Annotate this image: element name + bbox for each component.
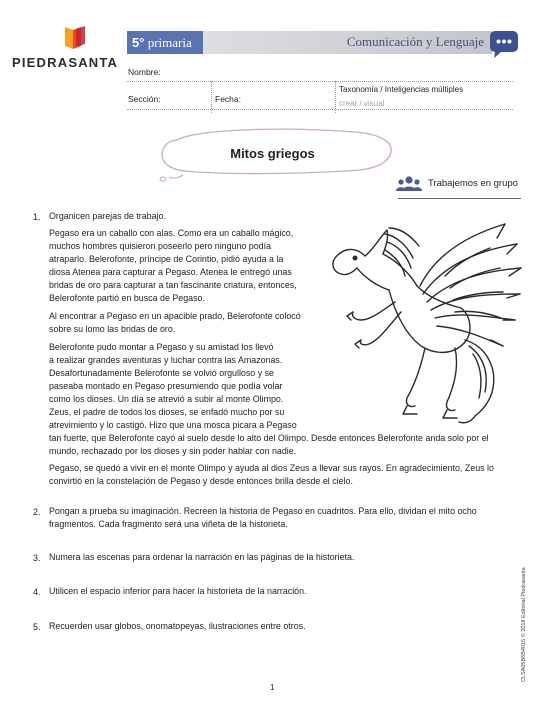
form-divider	[335, 81, 336, 113]
name-field-label[interactable]: Nombre:	[128, 67, 161, 77]
publisher-logo	[10, 25, 120, 75]
story-line: atrevimiento y lo castigó. Hizo que una mosca picara a Pegaso	[49, 420, 297, 430]
item-text: Organicen parejas de trabajo.	[49, 211, 166, 221]
story-line: sobre su lomo las bridas de oro.	[49, 324, 176, 334]
taxonomy-label: Taxonomía / Inteligencias múltiples	[339, 85, 464, 94]
book-logo-icon	[62, 25, 88, 51]
story-line: Al encontrar a Pegaso en un apacible prado, Belerofonte colocó	[49, 311, 301, 321]
copyright-side-text: CLSA05B6B4015 © 2018 Editorial Piedrasanta	[521, 567, 527, 682]
grade-label	[127, 31, 203, 54]
group-people-icon	[396, 174, 422, 194]
date-field-label[interactable]: Fecha:	[215, 94, 241, 104]
story-line: bridas de oro para capturar a tan fascinante criatura, entonces,	[49, 280, 297, 290]
story-line: muchos hombres quisieron poseerlo pero ninguno podía	[49, 241, 272, 251]
story-line: diosa Atenea para capturar a Pegaso. Atenea le entregó unas	[49, 267, 292, 277]
activity-title: Mitos griegos	[230, 146, 315, 161]
story-line: mundo, rechazado por los dioses y sin poder hablar con nadie.	[49, 446, 297, 456]
subject-title: Comunicación y Lenguaje	[346, 34, 484, 49]
form-divider	[127, 109, 513, 110]
group-work-label: Trabajemos en grupo	[428, 178, 518, 189]
story-line: convirtió en la constelación de Pegaso y desde entonces brilla desde el cielo.	[49, 476, 353, 486]
skills-label: crear / visual	[339, 99, 385, 108]
story-paragraph	[49, 310, 301, 336]
item-number: 5.	[33, 622, 41, 632]
story-line: a realizar grandes aventuras y luchar contra las Amazonas.	[49, 355, 283, 365]
story-line: como los dioses. Un día se atrevió a subir al monte Olimpo.	[49, 394, 284, 404]
form-divider	[211, 81, 212, 113]
item-text: Recuerden usar globos, onomatopeyas, ilustraciones entre otros.	[49, 621, 306, 631]
pegasus-illustration	[325, 216, 525, 431]
story-line: Desafortunadamente Belerofonte se volvió orgulloso y se	[49, 368, 274, 378]
story-line: Pegaso, se quedó a vivir en el monte Olimpo y ayuda al dios Zeus a llevar sus rayos. En agradecimiento, Zeus lo	[49, 463, 494, 473]
item-text: Pongan a prueba su imaginación. Recreen la historia de Pegaso en cuadritos. Para ello, dividan el mito ocho fragmentos. Cada fragmento será una viñeta de la historieta.	[49, 506, 477, 529]
section-field-label[interactable]: Sección:	[128, 94, 161, 104]
item-number: 2.	[33, 507, 41, 517]
logo-text: PIEDRASANTA	[12, 55, 119, 70]
story-line: Pegaso era un caballo con alas. Como era un caballo mágico,	[49, 228, 294, 238]
story-line: tan fuerte, que Belerofonte cayó al suelo desde lo alto del Olimpo. Desde entonces Belerofonte anda solo por el	[49, 433, 489, 443]
story-paragraph	[49, 462, 494, 488]
item-text: Numera las escenas para ordenar la narración en las páginas de la historieta.	[49, 552, 355, 562]
grade-word: primaria	[147, 35, 192, 50]
item-number: 4.	[33, 587, 41, 597]
story-paragraph	[49, 227, 297, 305]
page-number: 1	[270, 683, 275, 692]
story-line: Zeus, el padre de todos los dioses, se enfadó mucho por su	[49, 407, 285, 417]
story-line: Belerofonte partió en busca de Pegaso.	[49, 293, 205, 303]
item-number: 1.	[33, 212, 41, 222]
item-text: Utilicen el espacio inferior para hacer la historieta de la narración.	[49, 586, 307, 596]
story-line: paseaba montado en Pegaso presumiendo que podía volar	[49, 381, 283, 391]
story-line: Belerofonte pudo montar a Pegaso y su amistad los llevó	[49, 342, 274, 352]
form-divider	[127, 81, 513, 82]
group-underline	[398, 198, 521, 199]
item-number: 3.	[33, 553, 41, 563]
grade-number: 5°	[132, 35, 145, 50]
story-line: atraparlo. Belerofonte, príncipe de Corintio, pidió ayuda a la	[49, 254, 284, 264]
grade-subject-bar	[127, 31, 492, 54]
chat-bubble-icon	[489, 29, 519, 59]
